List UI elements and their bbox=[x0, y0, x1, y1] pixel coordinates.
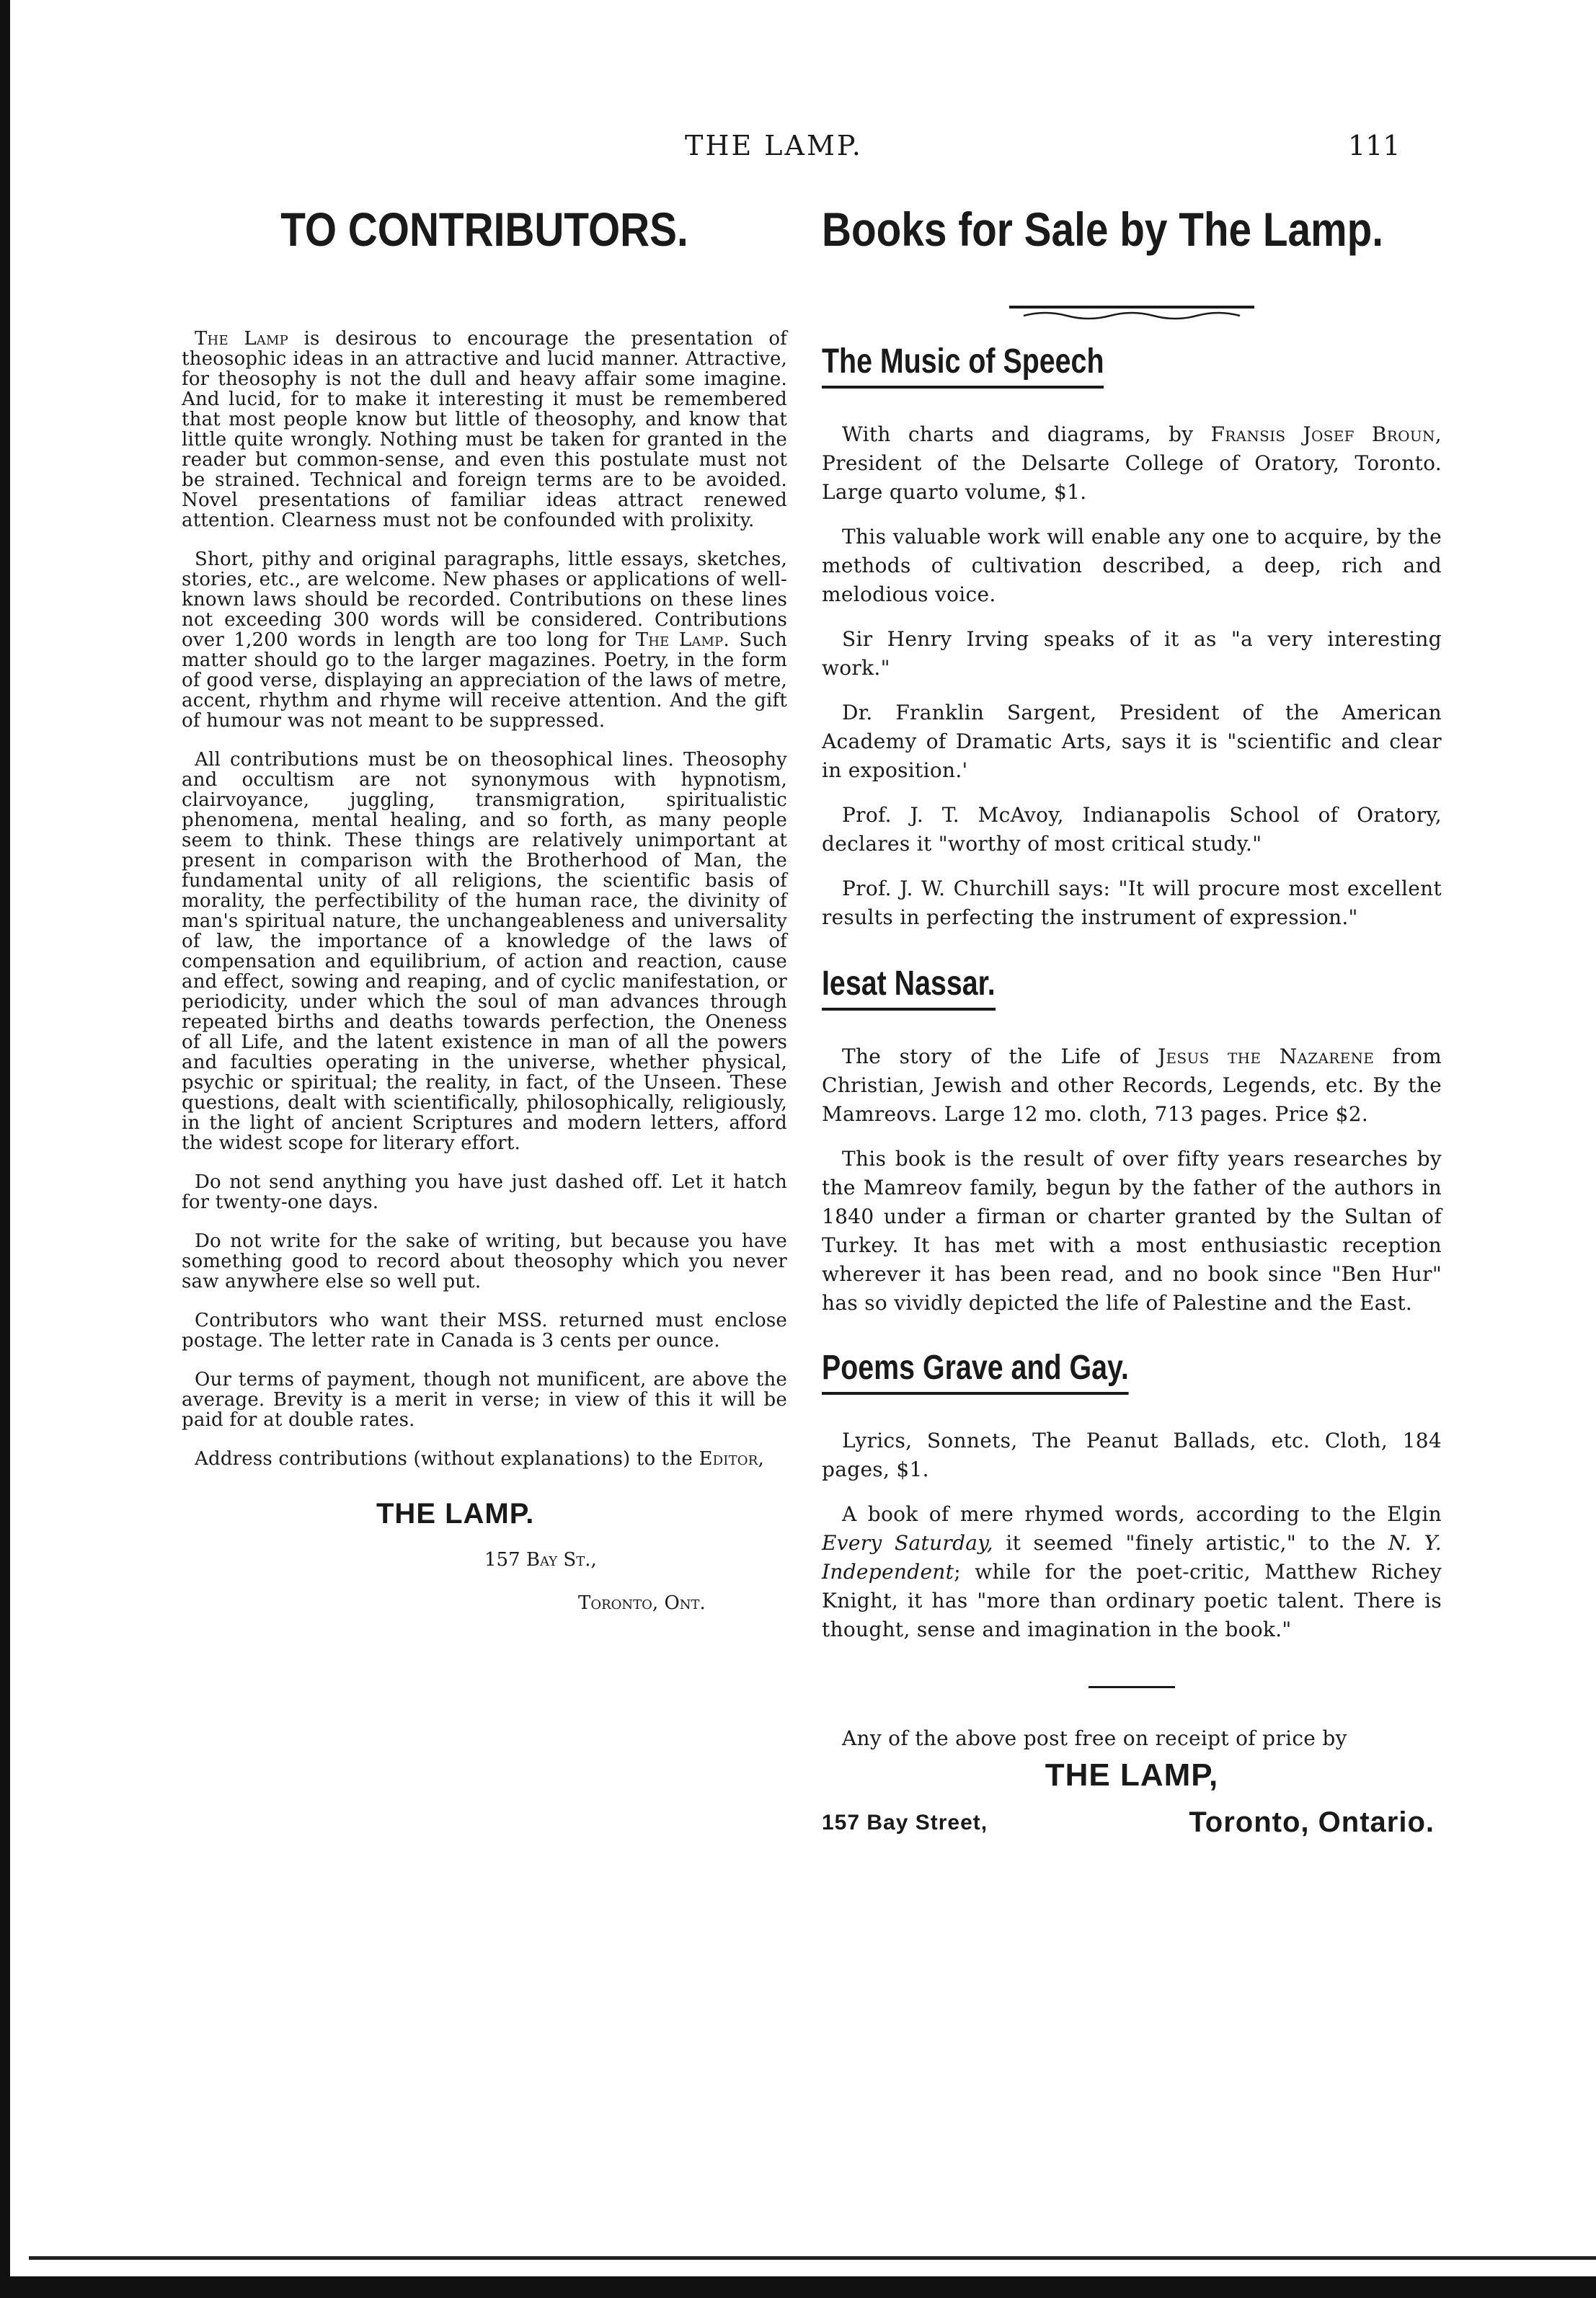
contributors-paragraph-8 bbox=[182, 1449, 787, 1469]
running-title: THE LAMP. bbox=[685, 130, 863, 161]
books-column bbox=[822, 202, 1442, 2220]
contributors-signature bbox=[182, 1498, 787, 1614]
book3-paragraph-1: Lyrics, Sonnets, The Peanut Ballads, etc. Cloth, 184 pages, $1. bbox=[822, 1429, 1442, 1481]
periodical-name: Every Saturday, bbox=[822, 1531, 993, 1555]
book1-paragraph-2: This valuable work will enable any one to acquire, by the methods of cultivation described, a deep, rich and melodious voice. bbox=[822, 525, 1442, 606]
spacer bbox=[822, 1334, 1442, 1348]
page-edge-left bbox=[0, 0, 10, 2298]
book-title-poems-grave-and-gay: Poems Grave and Gay. bbox=[822, 1348, 1129, 1395]
contributors-paragraph-7: Our terms of payment, though not munificent, are above the average. Brevity is a merit in verse; in view of this it will be paid for at double rates. bbox=[182, 1369, 787, 1431]
ornament-rule-icon bbox=[1002, 300, 1262, 321]
book1-paragraph-6: Prof. J. W. Churchill says: "It will procure most excellent results in perfecting the instrument of expression." bbox=[822, 877, 1442, 929]
contributors-heading: TO CONTRIBUTORS. bbox=[280, 203, 688, 256]
spacer bbox=[822, 257, 1442, 300]
signature-name: THE LAMP. bbox=[376, 1498, 535, 1530]
magazine-name: The Lamp bbox=[195, 328, 288, 350]
paragraph-text: The story of the Life of bbox=[842, 1044, 1158, 1068]
order-lamp-name: THE LAMP, bbox=[1045, 1757, 1219, 1793]
paragraph-text: , bbox=[758, 1448, 764, 1470]
book2-paragraph-2: This book is the result of over fifty years researches by the Mamreov family, begun by the father of the authors in 1840 under a firman or charter granted by the Sultan of Turkey. It has met with a most enthusiastic reception wherever it has been read, and no book since "Ben Hur" has so vividly depicted the life of Palestine and the East. bbox=[822, 1147, 1442, 1315]
paragraph-text: ; while for the poet-critic, Matthew Richey Knight, it has "more than ordinary poetic talent. There is thought, sense and imagination in the book." bbox=[822, 1560, 1442, 1641]
paragraph-text: it seemed "finely artistic," to the bbox=[993, 1531, 1388, 1555]
book1-paragraph-3: Sir Henry Irving speaks of it as "a very interesting work." bbox=[822, 627, 1442, 680]
spacer bbox=[822, 1011, 1442, 1042]
book3-paragraph-2 bbox=[822, 1500, 1442, 1644]
paragraph-text: from Christian, Jewish and other Records, Legends, etc. By the Mamreovs. Large 12 mo. cloth, 713 pages. Price $2. bbox=[822, 1044, 1442, 1126]
paragraph-text: . Such matter should go to the larger magazines. Poetry, in the form of good verse, displaying an appreciation of the laws of metre, accent, rhythm and rhyme will receive attention. And the gift of humour was not meant to be suppressed. bbox=[182, 629, 787, 732]
paragraph-text: Address contributions (without explanations) to the bbox=[195, 1448, 699, 1470]
paragraph-text: , President of the Delsarte College of Oratory, Toronto. Large quarto volume, $1. bbox=[822, 422, 1442, 504]
subject-name: Jesus the Nazarene bbox=[1158, 1044, 1375, 1068]
contributors-paragraph-2 bbox=[182, 549, 787, 731]
contributors-paragraph-6: Contributors who want their MSS. returned must enclose postage. The letter rate in Canada is 3 cents per ounce. bbox=[182, 1310, 787, 1352]
author-name: Fransis Josef Broun bbox=[1210, 422, 1435, 446]
paragraph-text: Short, pithy and original paragraphs, little essays, sketches, stories, etc., are welcome. New phases or applications of well-known laws should be recorded. Contributions on these lines not exceeding 300 words will be considered. Contributions over 1,200 words in length are too long for bbox=[182, 549, 787, 651]
signature-street: 157 Bay St., bbox=[484, 1549, 597, 1571]
paragraph-text: A book of mere rhymed words, according to the Elgin bbox=[842, 1502, 1442, 1526]
book1-paragraph-4: Dr. Franklin Sargent, President of the American Academy of Dramatic Arts, says it is "scientific and clear in exposition.' bbox=[822, 701, 1442, 782]
spacer bbox=[822, 1688, 1442, 1724]
spacer bbox=[822, 948, 1442, 964]
running-head bbox=[0, 130, 1596, 173]
book1-paragraph-5: Prof. J. T. McAvoy, Indianapolis School of Oratory, declares it "worthy of most critical study." bbox=[822, 803, 1442, 856]
page-rule-bottom bbox=[29, 2256, 1596, 2260]
order-note: Any of the above post free on receipt of price by bbox=[842, 1726, 1347, 1750]
order-address bbox=[822, 1806, 1442, 1842]
contributors-paragraph-4: Do not send anything you have just dashed off. Let it hatch for twenty-one days. bbox=[182, 1171, 787, 1213]
page-number: 111 bbox=[1348, 130, 1401, 161]
book2-paragraph-1 bbox=[822, 1042, 1442, 1129]
periodical-name: N. Y. Independent bbox=[822, 1531, 1442, 1584]
page-edge-bottom bbox=[0, 2276, 1596, 2298]
order-city: Toronto, Ontario. bbox=[1189, 1806, 1435, 1838]
books-heading: Books for Sale by The Lamp. bbox=[822, 203, 1384, 256]
spacer bbox=[822, 1395, 1442, 1427]
spacer bbox=[822, 1660, 1442, 1686]
order-street: 157 Bay Street, bbox=[822, 1811, 988, 1835]
book-title-music-of-speech: The Music of Speech bbox=[822, 342, 1104, 389]
contributors-paragraph-3: All contributions must be on theosophical lines. Theosophy and occultism are not synonymous with hypnotism, clairvoyance, juggling, transmigration, spiritualistic phenomena, mental healing, and so forth, as many people seem to think. These things are relatively unimportant at present in comparison with the Brotherhood of Man, the fundamental unity of all religions, the scientific basis of morality, the perfectibility of the human race, the divinity of man's spiritual nature, the unchangeableness and universality of law, the importance of a knowledge of the laws of compensation and equilibrium, of action and reaction, cause and effect, sowing and reaping, and of cyclic manifestation, or periodicity, under which the soul of man advances through repeated births and deaths towards perfection, the Oneness of all Life, and the latent existence in man of all the powers and faculties operating in the universe, whether physical, psychic or spiritual; the reality, in fact, of the Unseen. These questions, dealt with scientifically, philosophically, religiously, in the light of ancient Scriptures and modern letters, afford the widest scope for literary effort. bbox=[182, 749, 787, 1154]
paragraph-text: is desirous to encourage the presentation of theosophic ideas in an attractive and lucid manner. Attractive, for theosophy is not the dull and heavy affair some imagine. And lucid, for to make it interesting it must be remembered that most people know but little of theosophy, and know that little quite wrongly. Nothing must be taken for granted in the reader but common-sense, and even this postulate must not be strained. Technical and foreign terms are to be avoided. Novel presentations of familiar ideas attract renewed attention. Clearness must not be confounded with prolixity. bbox=[182, 328, 787, 531]
spacer bbox=[182, 257, 787, 329]
contributors-column bbox=[182, 202, 787, 2220]
book-title-iesat-nassar: Iesat Nassar. bbox=[822, 964, 996, 1011]
magazine-name: The Lamp bbox=[635, 629, 724, 651]
paragraph-text: With charts and diagrams, by bbox=[842, 422, 1211, 446]
editor-label: Editor bbox=[699, 1448, 758, 1470]
book1-paragraph-1 bbox=[822, 420, 1442, 507]
contributors-paragraph-5: Do not write for the sake of writing, but because you have something good to record about theosophy which you never saw anywhere else so well put. bbox=[182, 1230, 787, 1292]
spacer bbox=[822, 389, 1442, 420]
contributors-paragraph-1 bbox=[182, 329, 787, 531]
spacer bbox=[822, 321, 1442, 342]
signature-city: Toronto, Ont. bbox=[578, 1592, 706, 1614]
